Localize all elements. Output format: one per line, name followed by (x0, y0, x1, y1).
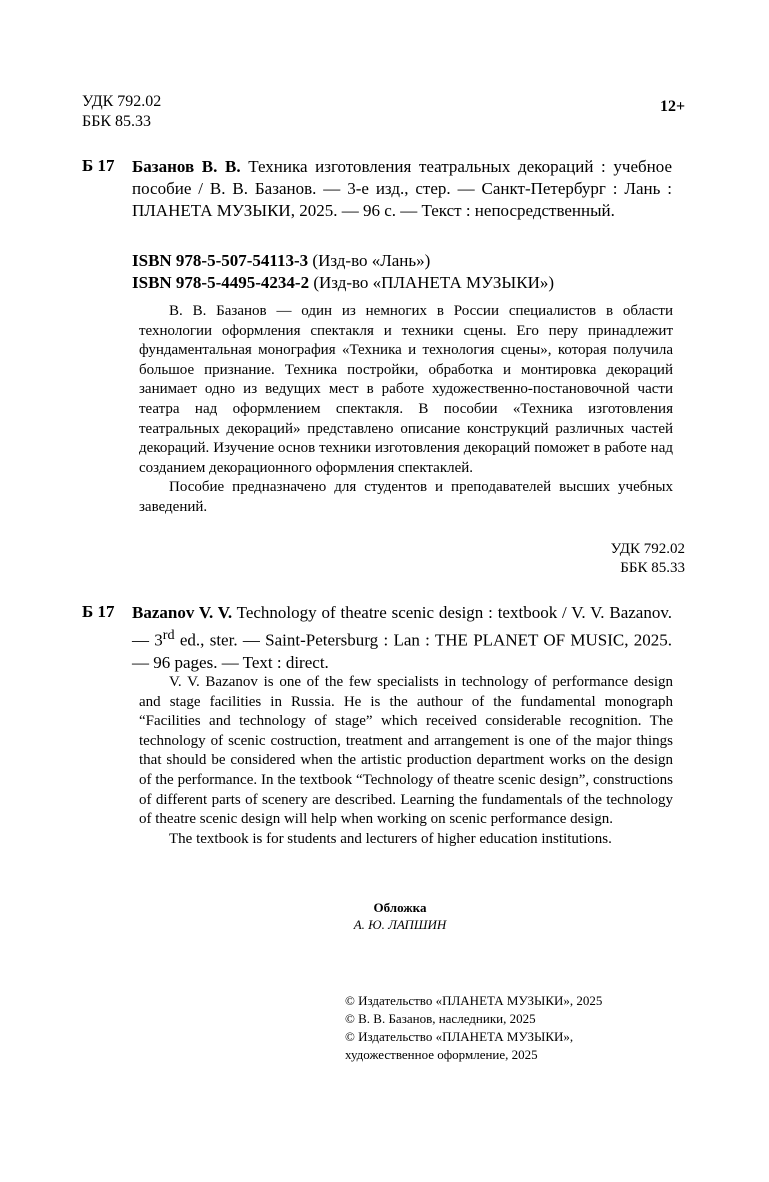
age-rating: 12+ (660, 98, 686, 115)
author-name-ru: Базанов В. В. (132, 157, 241, 176)
classification-bottom (560, 540, 685, 578)
isbn-number: ISBN 978-5-507-54113-3 (132, 251, 309, 270)
isbn-line-1 (132, 250, 430, 272)
abstract-ru (139, 302, 673, 518)
author-name-en: Bazanov V. V. (132, 603, 233, 622)
isbn-publisher: (Изд-во «Лань») (312, 251, 431, 270)
copyright-line: художественное оформление, 2025 (345, 1047, 538, 1062)
isbn-publisher: (Изд-во «ПЛАНЕТА МУЗЫКИ») (313, 273, 555, 292)
abstract-paragraph: Пособие предназначено для студентов и преподавателей высших учебных заведений. (139, 479, 673, 515)
isbn-line-2 (132, 272, 554, 294)
ordinal-suffix: rd (162, 627, 175, 643)
copyright-line: © В. В. Базанов, наследники, 2025 (345, 1011, 536, 1026)
classification-top (82, 92, 161, 132)
bbk-code: ББК 85.33 (620, 560, 685, 576)
author-mark-en: Б 17 (82, 602, 115, 621)
isbn-number: ISBN 978-5-4495-4234-2 (132, 273, 310, 292)
abstract-paragraph: V. V. Bazanov is one of the few specialists in technology of performance design and stage facilities in Russia. He is the authour of the fundamental monograph “Facilities and technology of stage” which received considerable recognition. The technology of scenic costruction, treatment and arrangement is one of the major things that should be considered when the artistic production department works on the design of the performance. In the textbook “Technology of theatre scenic design”, constructions of different parts of scenery are described. Learning the fundamentals of the technology of theatre scenic design will help when working on scenic performance design. (139, 674, 673, 828)
cover-heading: Обложка (373, 900, 427, 915)
udk-code: УДК 792.02 (82, 93, 162, 110)
copyright-line: © Издательство «ПЛАНЕТА МУЗЫКИ», 2025 (345, 993, 603, 1008)
bbk-code: ББК 85.33 (82, 113, 152, 130)
abstract-paragraph: The textbook is for students and lecturers of higher education institutions. (169, 830, 612, 847)
description-ru: Техника изготовления театральных декораций : учебное пособие / В. В. Базанов. — 3-е изд., стер. — Санкт-Петербург : Лань : ПЛАНЕТА МУЗЫКИ, 2025. — 96 с. — Текст : непосредственный. (132, 157, 672, 220)
description-en-part2: ed., ster. — Saint-Petersburg : Lan : THE PLANET OF MUSIC, 2025. — 96 pages. — Text : direct. (132, 630, 672, 672)
copyright-block (345, 992, 675, 1064)
cover-artist: А. Ю. ЛАПШИН (353, 917, 447, 932)
author-mark-ru: Б 17 (82, 156, 115, 175)
copyright-line: © Издательство «ПЛАНЕТА МУЗЫКИ», (345, 1029, 574, 1044)
udk-code: УДК 792.02 (610, 541, 685, 557)
abstract-en (139, 673, 673, 849)
abstract-paragraph: В. В. Базанов — один из немногих в России специалистов в области технологии оформления спектакля и техники сцены. Его перу принадлежит фундаментальная монография «Техника и технология сцены», которая получила большое признание. Техника постройки, обработка и монтировка декораций занимает одно из ведущих мест в работе художественно-постановочной части театра над оформлением спектакля. В пособии «Техника изготовления театральных декораций» представлено описание конструкций различных частей декораций. Изучение основ техники изготовления декораций поможет в работе над созданием декорационного оформления спектаклей. (139, 303, 673, 476)
description-en-part1: Technology of theatre scenic design : textbook / V. V. Bazanov. — 3 (132, 603, 672, 650)
bibliographic-entry-en (132, 602, 672, 674)
bibliographic-entry-ru (132, 156, 672, 222)
